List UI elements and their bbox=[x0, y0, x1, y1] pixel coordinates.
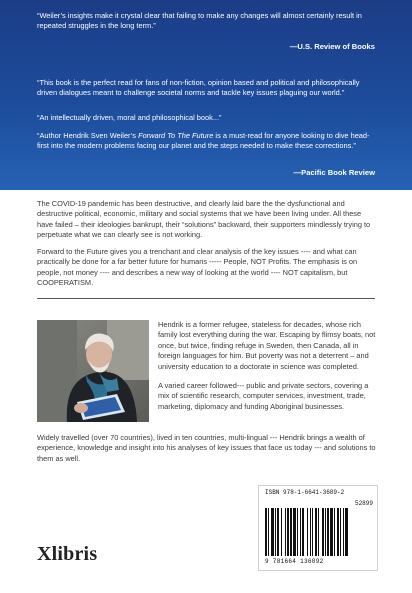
author-photo-illustration bbox=[37, 320, 149, 422]
isbn-barcode bbox=[258, 485, 378, 571]
review-quote-pacific bbox=[37, 131, 375, 151]
description-paragraph-1: The COVID-19 pandemic has been destructive, and clearly laid bare the the dysfunctional and destructive political, economic, military and social systems that we have been living under. All these have failed – their ideologies bankrupt, their “solutions” backward, their supporters mindlessly trying to perpetuate what we can clearly see is not working. bbox=[37, 199, 371, 240]
bio-paragraph-1: Hendrik is a former refugee, stateless for decades, whose rich family lost everything during the war. Escaping by flimsy boats, not once, but twice, finding refuge in Sweden, then Canada, all in foreign languages for him. But poverty was not a deterrent – and university education to a doctorate in science was completed. bbox=[158, 320, 376, 371]
price-code: 52899 bbox=[354, 500, 373, 507]
quote-text-end: is a must-read for anyone looking to dive head-first into the modern problems facing our planet and the steps needed to make these corrections.” bbox=[37, 131, 370, 151]
review-quote-intellectually-driven: “An intellectually driven, moral and philosophical book...” bbox=[37, 113, 222, 122]
author-photo bbox=[37, 320, 149, 422]
review-quotes-panel bbox=[0, 0, 412, 190]
bio-paragraph-3: Widely travelled (over 70 countries), lived in ten countries, multi-lingual --- Hendrik brings a wealth of experience, knowledge and insight into his analyses of key issues that face us today --- and solutions to them as well. bbox=[37, 433, 376, 463]
barcode-bars bbox=[265, 508, 371, 556]
review-source-us-review: —U.S. Review of Books bbox=[289, 42, 375, 51]
barcode-digits: 9 781664 136892 bbox=[265, 558, 324, 565]
review-source-pacific: —Pacific Book Review bbox=[293, 168, 375, 177]
publisher-logo: Xlibris bbox=[37, 543, 98, 565]
isbn-number: ISBN 978-1-6641-3689-2 bbox=[265, 489, 345, 496]
section-divider bbox=[37, 298, 375, 299]
book-title-italic: Forward To The Future bbox=[138, 131, 214, 140]
quote-text-start: “Author Hendrik Sven Weiler’s bbox=[37, 131, 139, 140]
review-quote-perfect-read: “This book is the perfect read for fans of non-fiction, opinion based and political and philosophically driven dialogues meant to challenge societal norms and tackle key issues plaguing our world.” bbox=[37, 78, 360, 98]
description-paragraph-2: Forward to the Future gives you a trenchant and clear analysis of the key issues ---- and what can practically be done for a far better future for humans ----- People, NOT Profits. The emphasis is on people, not money ---- and describes a new way of looking at the world ---- NOT capitalism, but COOPERATISM. bbox=[37, 247, 358, 288]
review-quote-us-review: “Weiler’s insights make it crystal clear that failing to make any changes will almost certainly result in repeated struggles in the long term.” bbox=[37, 11, 362, 31]
bio-paragraph-2: A varied career followed--- public and private sectors, covering a mix of scientific research, computer services, investment, trade, marketing, diplomacy and funding Aboriginal businesses. bbox=[158, 381, 369, 411]
